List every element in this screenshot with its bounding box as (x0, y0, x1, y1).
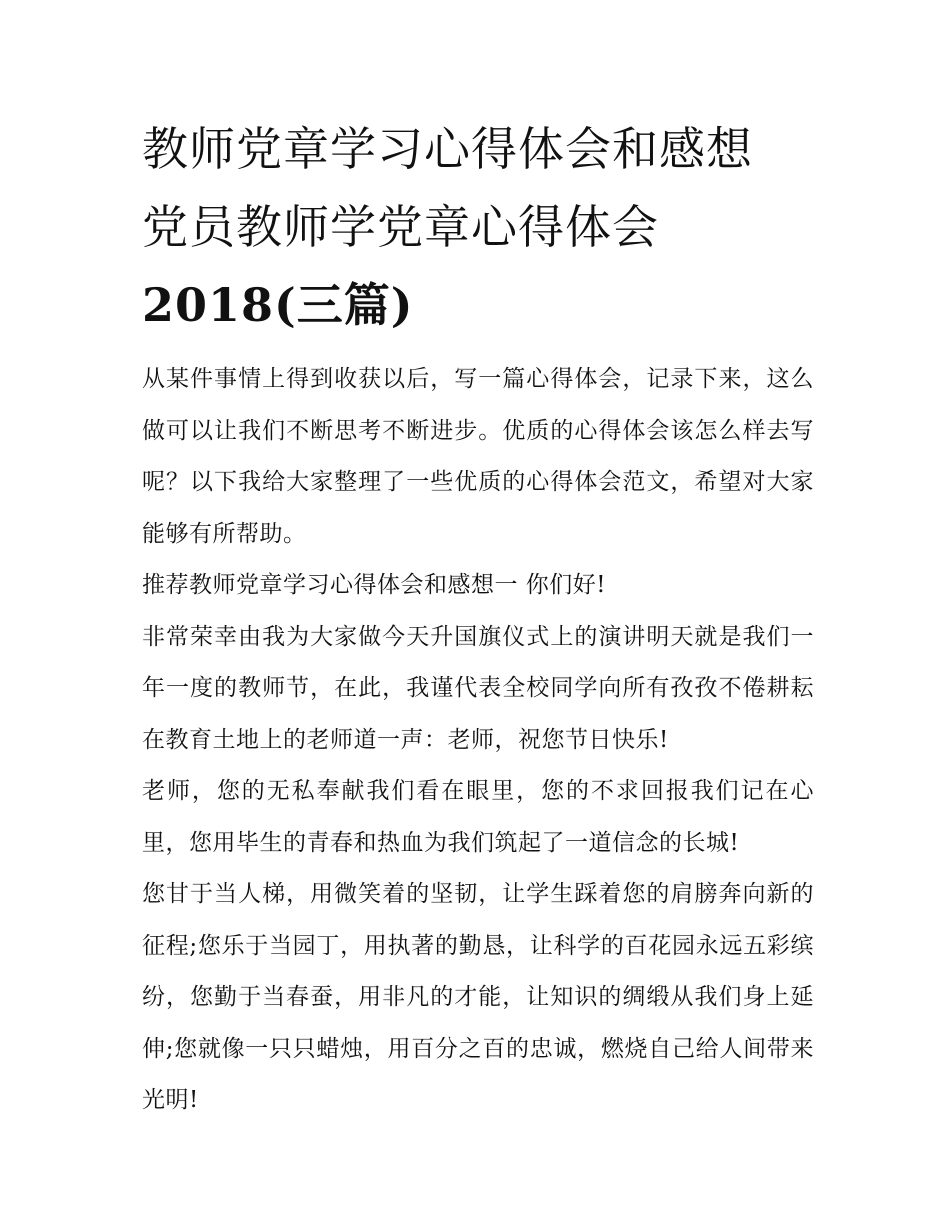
title-line-3: 2018(三篇) (142, 278, 414, 332)
paragraph-recommend: 推荐教师党章学习心得体会和感想一 你们好! (142, 572, 607, 598)
paragraph-dedication: 老师，您的无私奉献我们看在眼里，您的不求回报我们记在心里，您用毕生的青春和热血为我们筑起了一道信念的长城! (142, 778, 814, 856)
document-title (142, 110, 814, 344)
document-body (142, 354, 814, 1127)
paragraph-praise: 您甘于当人梯，用微笑着的坚韧，让学生踩着您的肩膀奔向新的征程;您乐于当园丁，用执著的勤恳，让科学的百花园永远五彩缤纷，您勤于当春蚕，用非凡的才能，让知识的绸缎从我们身上延伸;您就像一只只蜡烛，用百分之百的忠诚，燃烧自己给人间带来光明! (142, 881, 814, 1113)
title-line-2: 党员教师学党章心得体会 (142, 200, 659, 254)
document-page (142, 110, 814, 1127)
title-line-1: 教师党章学习心得体会和感想 (142, 122, 753, 176)
paragraph-greeting: 非常荣幸由我为大家做今天升国旗仪式上的演讲明天就是我们一年一度的教师节，在此，我谨代表全校同学向所有孜孜不倦耕耘在教育土地上的老师道一声：老师，祝您节日快乐! (142, 623, 814, 753)
paragraph-intro: 从某件事情上得到收获以后，写一篇心得体会，记录下来，这么做可以让我们不断思考不断进步。优质的心得体会该怎么样去写呢？以下我给大家整理了一些优质的心得体会范文，希望对大家能够有所帮助。 (142, 366, 814, 547)
